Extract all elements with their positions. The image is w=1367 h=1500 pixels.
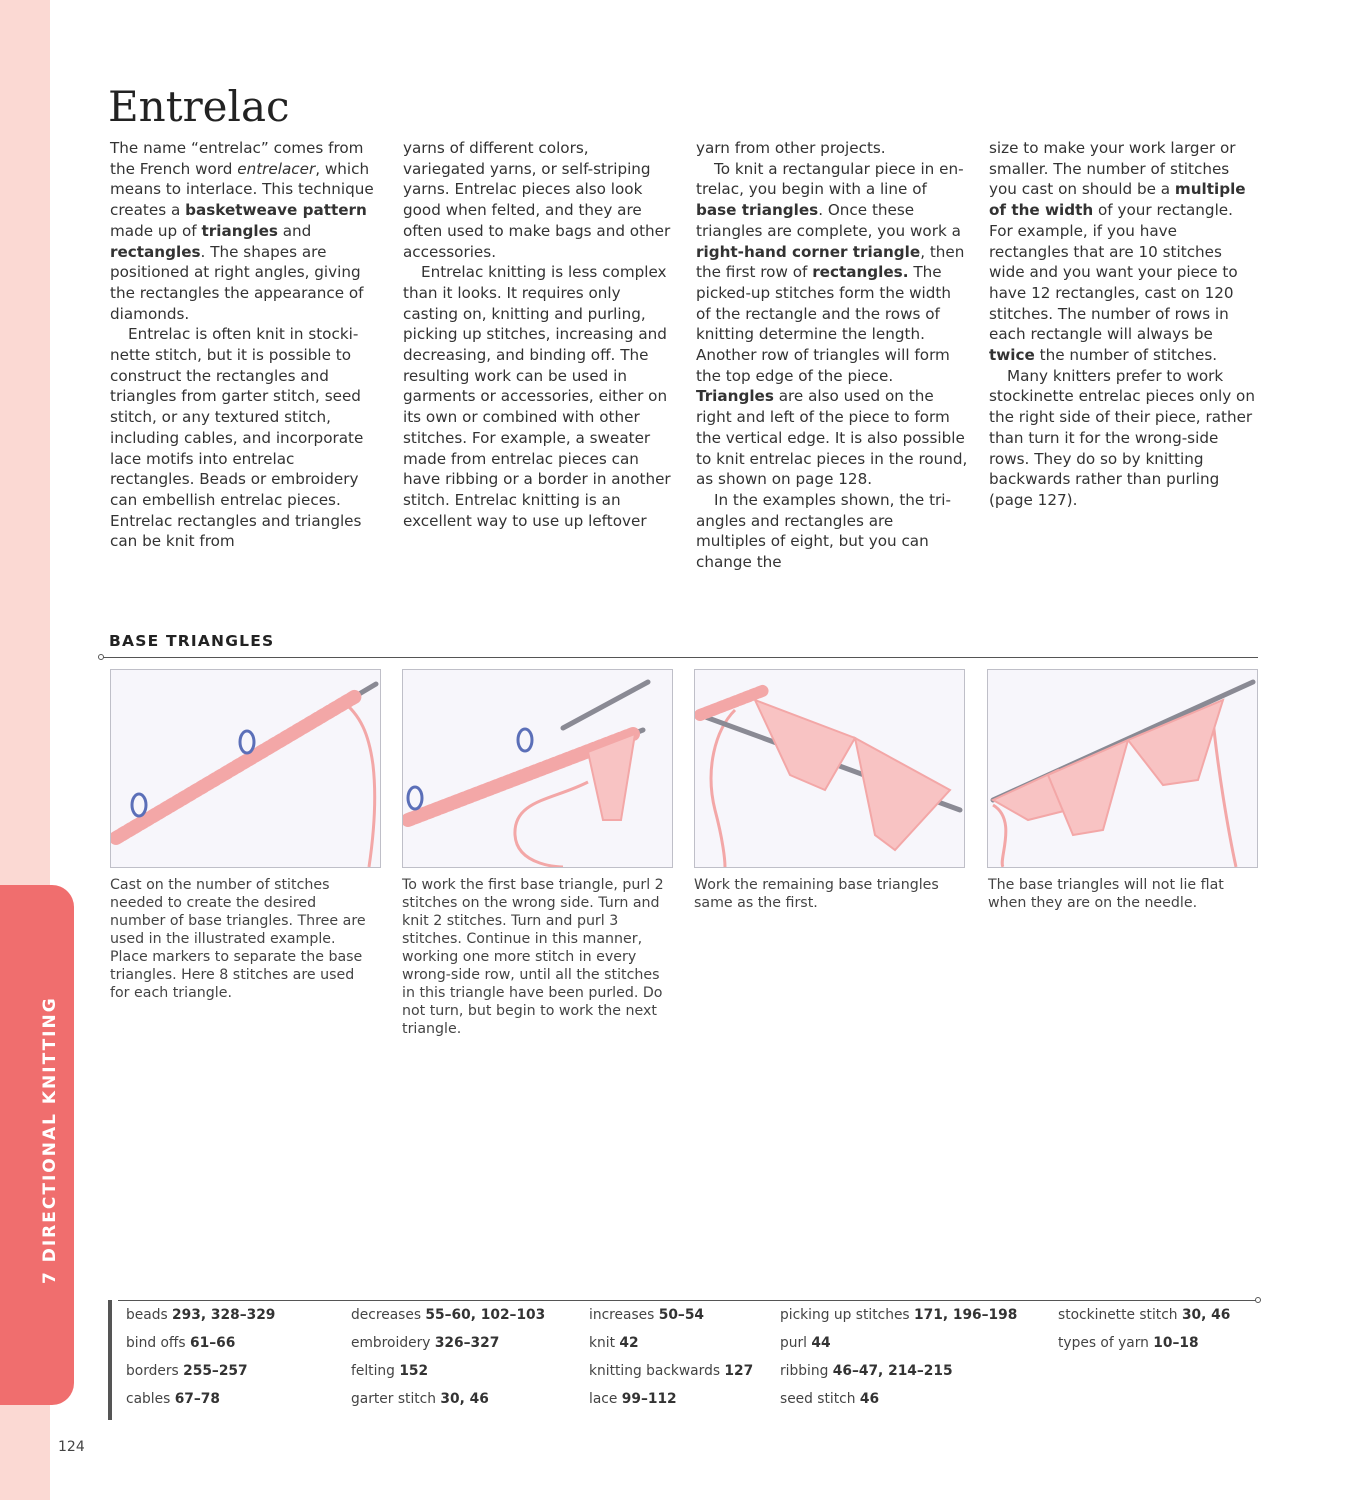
- index-page-ref: 30, 46: [440, 1391, 489, 1407]
- index-term: knit: [589, 1335, 620, 1351]
- body-paragraph: [696, 159, 968, 490]
- body-column-3: [696, 138, 968, 573]
- caption-triangles-on-needle: The base triangles will not lie flat when they are on the needle.: [988, 877, 1224, 911]
- index-term: purl: [780, 1335, 812, 1351]
- index-term: increases: [589, 1307, 659, 1323]
- text-run: yarns of different colors, variegated yarns, or self-striping yarns. Entrelac pieces also look good when felted, and they are often used to make bags and other accessories.: [403, 139, 671, 261]
- index-entry: [351, 1305, 545, 1333]
- index-entry: [351, 1361, 545, 1389]
- chapter-tab: [0, 885, 74, 1405]
- caption-remaining-base-triangles: Work the remaining base triangles same as the first.: [694, 877, 939, 911]
- index-entry: [589, 1333, 753, 1361]
- index-entry: [126, 1361, 275, 1389]
- bold-term: base triangles: [696, 201, 819, 220]
- text-run: , then the first row of: [696, 242, 965, 282]
- index-term: garter stitch: [351, 1391, 441, 1407]
- index-page-ref: 46–47, 214–215: [832, 1363, 953, 1379]
- bold-term: triangles: [201, 221, 278, 240]
- body-paragraph: [110, 324, 382, 552]
- index-entry: [780, 1361, 1017, 1389]
- index-term: lace: [589, 1391, 622, 1407]
- index-rule-end-dot: [1255, 1297, 1261, 1303]
- bold-term: basketweave pattern: [185, 201, 367, 220]
- figure-cast-on: [110, 669, 381, 868]
- chapter-tab-label: 7 DIRECTIONAL KNITTING: [40, 996, 60, 1284]
- body-paragraph: [989, 138, 1261, 366]
- body-paragraph: [110, 138, 382, 324]
- illustration-remaining-base-triangles: [695, 670, 964, 867]
- index-entry: [589, 1305, 753, 1333]
- bold-term: right-hand corner triangle: [696, 242, 921, 261]
- index-page-ref: 55–60, 102–103: [425, 1307, 546, 1323]
- index-term: felting: [351, 1363, 400, 1379]
- index-entry: [126, 1305, 275, 1333]
- index-column-1: [126, 1305, 275, 1417]
- text-run: In the examples shown, the triangles and rectangles are multiples of eight, but you can change the: [696, 490, 951, 572]
- index-entry: [780, 1333, 1017, 1361]
- index-term: ribbing: [780, 1363, 833, 1379]
- bold-term: Triangles: [696, 387, 774, 406]
- section-heading: BASE TRIANGLES: [109, 632, 275, 650]
- index-page-ref: 46: [859, 1391, 880, 1407]
- text-run: The name “entrelac” comes from the French word: [110, 139, 364, 178]
- bold-term: rectangles.: [812, 263, 909, 282]
- index-term: beads: [126, 1307, 173, 1323]
- index-entry: [780, 1305, 1017, 1333]
- index-term: types of yarn: [1058, 1335, 1154, 1351]
- illustration-cast-on-with-markers: [111, 670, 380, 867]
- index-term: seed stitch: [780, 1391, 860, 1407]
- index-column-2: [351, 1305, 545, 1417]
- index-entry: [1058, 1333, 1230, 1361]
- index-page-ref: 152: [399, 1363, 429, 1379]
- text-run: . Once these triangles are complete, you work a: [696, 201, 961, 240]
- index-page-ref: 10–18: [1153, 1335, 1199, 1351]
- text-run: To knit a rectangular piece in entrelac, you begin with a line of: [696, 159, 964, 199]
- index-page-ref: 326–327: [434, 1335, 500, 1351]
- italic-term: entrelacer: [237, 159, 316, 178]
- text-run: The picked-up stitches form the width of the rectangle and the rows of knitting determine the length. Another row of triangles will form the top edge of the piece.: [696, 263, 951, 385]
- text-run: Many knitters prefer to work stockinette entrelac pieces only on the right side of their piece, rather than turn it for the wrong-side rows. They do so by knitting backwards rather than purling (page 127).: [989, 366, 1255, 509]
- text-run: . The shapes are positioned at right angles, giving the rectangles the appearance of diamonds.: [110, 242, 364, 323]
- rule-end-dot: [98, 654, 104, 660]
- text-run: of your rectangle. For example, if you have rectangles that are 10 stitches wide and you want your piece to have 12 rectangles, cast on 120 stitches. The number of rows in each rectangle will always be: [989, 201, 1238, 344]
- text-run: Entrelac knitting is less complex than it looks. It requires only casting on, knitting and purling, picking up stitches, increasing and decreasing, and binding off. The resulting work can be used in garments or accessories, either on its own or combined with other stitches. For example, a sweater made from entrelac pieces can have ribbing or a border in another stitch. Entrelac knitting is an excellent way to use up leftover: [403, 263, 671, 530]
- index-term: bind offs: [126, 1335, 190, 1351]
- index-term: borders: [126, 1363, 184, 1379]
- index-page-ref: 44: [811, 1335, 831, 1351]
- index-page-ref: 42: [619, 1335, 639, 1351]
- index-page-ref: 171, 196–198: [914, 1307, 1018, 1323]
- index-page-ref: 67–78: [174, 1391, 221, 1407]
- index-term: knitting backwards: [589, 1363, 725, 1379]
- text-run: yarn from other projects.: [696, 139, 886, 157]
- index-column-3: [589, 1305, 753, 1417]
- index-entry: [1058, 1305, 1230, 1333]
- text-run: and: [277, 221, 312, 240]
- page-number: 124: [58, 1439, 85, 1455]
- index-page-ref: 30, 46: [1181, 1307, 1231, 1323]
- bold-term: twice: [989, 346, 1035, 365]
- index-term: decreases: [351, 1307, 426, 1323]
- text-run: size to make your work larger or smaller. The number of stitches you cast on should be a: [989, 139, 1236, 199]
- index-page-ref: 50–54: [658, 1307, 705, 1323]
- index-entry: [589, 1361, 753, 1389]
- index-entry: [126, 1389, 275, 1417]
- text-run: Entrelac is often knit in stockinette stitch, but it is possible to construct the rectangles and triangles from garter stitch, seed stitch, or any textured stitch, including cables, and incorporate lace motifs into entrelac rectangles. Beads or embroidery can embellish entrelac pieces. Entrelac rectangles and triangles can be knit from: [110, 325, 364, 551]
- section-rule: [101, 657, 1258, 658]
- body-column-2: [403, 138, 675, 531]
- body-paragraph: [696, 490, 968, 573]
- body-column-4: [989, 138, 1261, 511]
- index-rule: [118, 1300, 1257, 1301]
- caption-cast-on: Cast on the number of stitches needed to create the desired number of base triangles. Three are used in the illustrated example. Place markers to separate the base triangles. Here 8 stitches are used for each triangle.: [110, 877, 366, 1001]
- index-side-bar: [108, 1300, 112, 1420]
- index-page-ref: 127: [724, 1363, 754, 1379]
- illustration-triangles-on-needle: [988, 670, 1257, 867]
- index-page-ref: 61–66: [190, 1335, 236, 1351]
- index-term: cables: [126, 1391, 175, 1407]
- text-run: are also used on the right and left of the piece to form the vertical edge. It is also possible to knit entrelac pieces in the round, as shown on page 128.: [696, 387, 968, 489]
- index-entry: [351, 1389, 545, 1417]
- index-term: embroidery: [351, 1335, 435, 1351]
- text-run: the number of stitches.: [1034, 346, 1218, 365]
- body-paragraph: [989, 366, 1261, 511]
- body-paragraph: [403, 262, 675, 531]
- body-paragraph: [696, 138, 968, 159]
- index-page-ref: 99–112: [621, 1391, 677, 1407]
- index-entry: [351, 1333, 545, 1361]
- index-term: stockinette stitch: [1058, 1307, 1182, 1323]
- index-entry: [126, 1333, 275, 1361]
- body-column-1: [110, 138, 382, 552]
- index-page-ref: 293, 328–329: [172, 1307, 276, 1323]
- bold-term: multiple of the width: [989, 180, 1246, 220]
- body-paragraph: [403, 138, 675, 262]
- index-term: picking up stitches: [780, 1307, 915, 1323]
- text-run: made up of: [110, 221, 202, 240]
- index-page-ref: 255–257: [183, 1363, 248, 1379]
- index-column-4: [780, 1305, 1017, 1417]
- index-column-5: [1058, 1305, 1230, 1361]
- figure-triangles-on-needle: [987, 669, 1258, 868]
- figure-first-base-triangle: [402, 669, 673, 868]
- index-entry: [589, 1389, 753, 1417]
- index-entry: [780, 1389, 1017, 1417]
- page-title: Entrelac: [108, 82, 290, 131]
- figure-remaining-base-triangles: [694, 669, 965, 868]
- illustration-first-base-triangle: [403, 670, 672, 867]
- caption-first-base-triangle: To work the first base triangle, purl 2 stitches on the wrong side. Turn and knit 2 stitches. Turn and purl 3 stitches. Continue in this manner, working one more stitch in every wrong-side row, until all the stitches in this triangle have been purled. Do not turn, but begin to work the next triangle.: [402, 877, 664, 1037]
- bold-term: rectangles: [110, 242, 201, 261]
- text-run: , which means to interlace. This technique creates a: [110, 159, 374, 220]
